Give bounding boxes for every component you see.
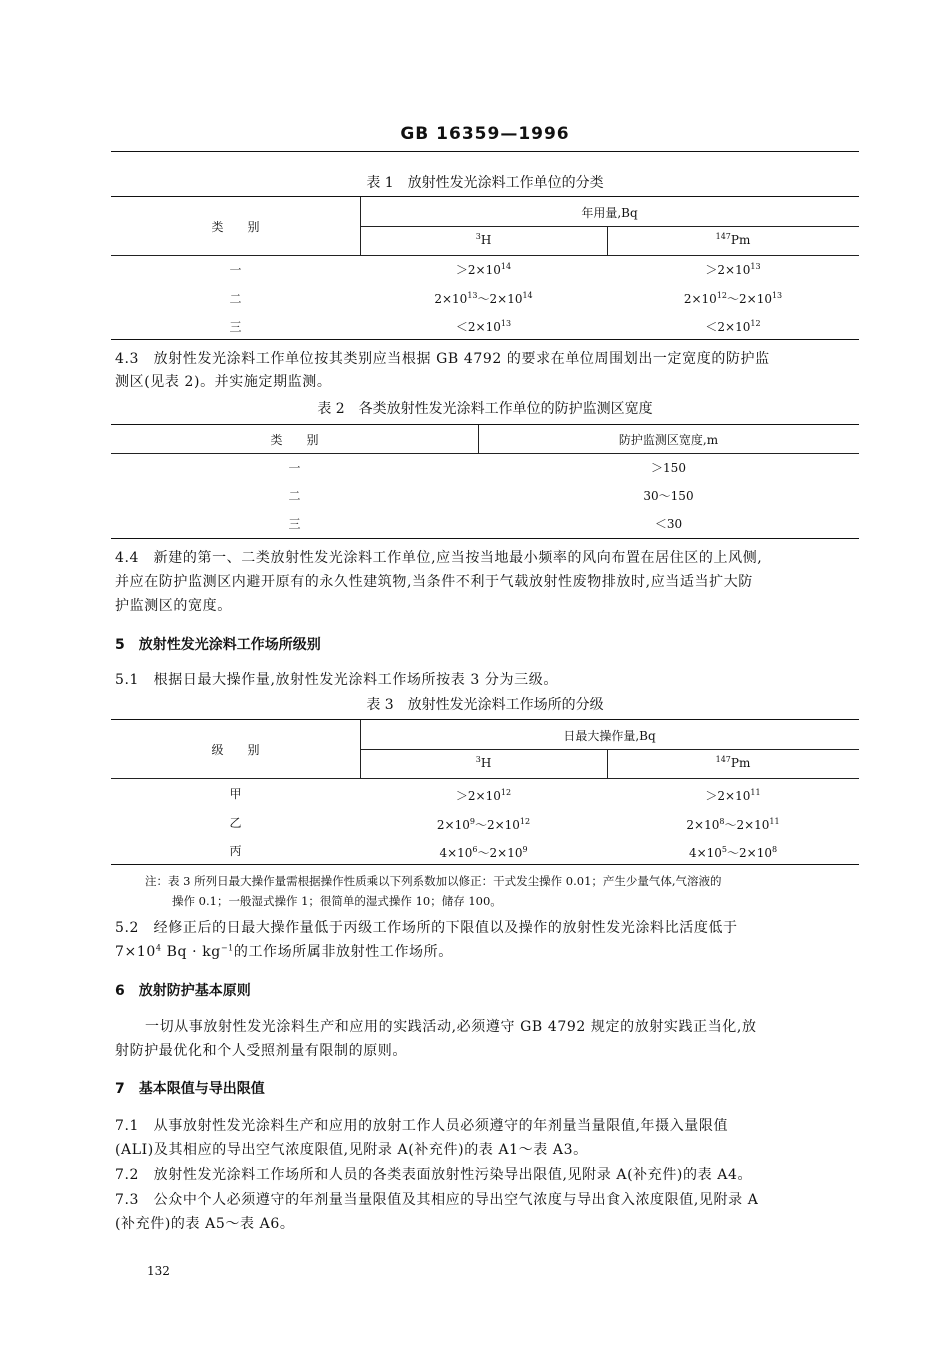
section-5-heading: 5 放射性发光涂料工作场所级别 (115, 637, 321, 653)
table2-row2-width: 30～150 (643, 489, 694, 503)
table3-row3-level: 丙 (229, 844, 242, 858)
section-7-1-line1: 7.1 从事放射性发光涂料生产和应用的放射工作人员必须遵守的年剂量当量限值,年摄入量限值 (115, 1118, 729, 1134)
table3-top-rule (111, 719, 859, 720)
section-7-3-line2: (补充件)的表 A5～表 A6。 (115, 1216, 295, 1232)
table2-row2-category: 二 (288, 489, 301, 503)
table2-header-category: 类 别 (270, 433, 319, 447)
table1-row3-pm: $<2\times 10^{12}$ (705, 319, 761, 334)
table3-note-line1: 注：表 3 所列日最大操作量需根据操作性质乘以下列系数加以修正：干式发尘操作 0.01；产生少量气体,气溶液的 (145, 874, 722, 888)
table2-row3-width: ＜30 (654, 517, 683, 531)
section-5-2-line1: 5.2 经修正后的日最大操作量低于丙级工作场所的下限值以及操作的放射性发光涂料比活度低于 (115, 920, 738, 936)
table3-row2-pm: $2\times 10^8\sim 2\times 10^{11}$ (686, 817, 780, 832)
table1-row3-category: 三 (229, 320, 242, 334)
table1-caption: 表 1 放射性发光涂料工作单位的分类 (366, 175, 604, 191)
table3-row1-level: 甲 (229, 787, 242, 801)
table3-row2-level: 乙 (229, 816, 242, 830)
table2-top-rule (111, 424, 859, 425)
table2-row1-category: 一 (288, 461, 301, 475)
table3-row1-pm: $>2\times 10^{11}$ (705, 788, 761, 803)
section-4-3-line2: 测区(见表 2)。并实施定期监测。 (115, 374, 332, 390)
section-7-heading: 7 基本限值与导出限值 (115, 1081, 265, 1097)
section-6-line1: 一切从事放射性发光涂料生产和应用的实践活动,必须遵守 GB 4792 规定的放射实践正当化,放 (145, 1019, 757, 1035)
table1-row2-h: $2\times 10^{13}\sim 2\times 10^{14}$ (434, 291, 533, 306)
table1-header-category: 类 别 (211, 220, 260, 234)
table1-bottom-rule (111, 339, 859, 340)
table1-row1-h: $>2\times 10^{14}$ (455, 262, 512, 277)
table2-header-rule (111, 453, 859, 454)
table3-caption: 表 3 放射性发光涂料工作场所的分级 (366, 697, 604, 713)
table1-header-annual-usage: 年用量,Bq (581, 206, 638, 220)
table2-row1-width: ＞150 (651, 461, 686, 475)
section-7-3-line1: 7.3 公众中个人必须遵守的年剂量当量限值及其相应的导出空气浓度与导出食入浓度限值,见附录 A (115, 1192, 759, 1208)
table1-row3-h: $<2\times 10^{13}$ (455, 319, 512, 334)
table3-header-h3: $^3$H (475, 755, 492, 770)
standard-code: GB 16359—1996 (400, 124, 570, 144)
table1-header-rule (111, 255, 859, 256)
table2-row3-category: 三 (288, 517, 301, 531)
table2-header-width: 防护监测区宽度,m (618, 433, 719, 447)
table3-subheader-rule (360, 749, 859, 750)
table3-row3-pm: $4\times 10^5\sim 2\times 10^8$ (688, 845, 778, 860)
table3-header-rule (111, 778, 859, 779)
table3-row3-h: $4\times 10^6\sim 2\times 10^9$ (439, 845, 528, 860)
section-4-4-line2: 并应在防护监测区内避开原有的永久性建筑物,当条件不利于气载放射性废物排放时,应当适当扩大防 (115, 574, 753, 590)
page-number: 132 (147, 1264, 170, 1278)
section-6-heading: 6 放射防护基本原则 (115, 983, 251, 999)
table1-subheader-rule (360, 226, 859, 227)
table1-row2-category: 二 (229, 292, 242, 306)
section-4-4-line3: 护监测区的宽度。 (115, 598, 232, 614)
section-7-1-line2: (ALI)及其相应的导出空气浓度限值,见附录 A(补充件)的表 A1～表 A3。 (115, 1142, 588, 1158)
header-rule (111, 151, 859, 152)
table3-header-pm147: $^{147}$Pm (715, 755, 751, 770)
table3-note-line2: 操作 0.1；一般湿式操作 1；很简单的湿式操作 10；储存 100。 (172, 894, 502, 908)
table3-bottom-rule (111, 864, 859, 865)
section-7-2-line1: 7.2 放射性发光涂料工作场所和人员的各类表面放射性污染导出限值,见附录 A(补充件)的表 A4。 (115, 1167, 753, 1183)
table2-bottom-rule (111, 538, 859, 539)
section-5-1-line1: 5.1 根据日最大操作量,放射性发光涂料工作场所按表 3 分为三级。 (115, 672, 558, 688)
table1-header-h3: $^3$H (475, 232, 492, 247)
section-6-line2: 射防护最优化和个人受照剂量有限制的原则。 (115, 1043, 407, 1059)
table1-header-pm147: $^{147}$Pm (715, 232, 751, 247)
table3-header-level: 级 别 (211, 743, 260, 757)
table2-caption: 表 2 各类放射性发光涂料工作单位的防护监测区宽度 (317, 401, 653, 417)
table1-row1-category: 一 (229, 263, 242, 277)
section-4-4-line1: 4.4 新建的第一、二类放射性发光涂料工作单位,应当按当地最小频率的风向布置在居住区的上风侧, (115, 550, 763, 566)
table1-row2-pm: $2\times 10^{12}\sim 2\times 10^{13}$ (683, 291, 783, 306)
table3-row1-h: $>2\times 10^{12}$ (455, 788, 512, 803)
table3-row2-h: $2\times 10^9\sim 2\times 10^{12}$ (436, 817, 531, 832)
table1-row1-pm: $>2\times 10^{13}$ (705, 262, 761, 277)
table3-header-daily-max: 日最大操作量,Bq (563, 729, 656, 743)
section-4-3-line1: 4.3 放射性发光涂料工作单位按其类别应当根据 GB 4792 的要求在单位周围划出一定宽度的防护监 (115, 351, 770, 367)
table1-top-rule (111, 196, 859, 197)
section-5-2-line2: $7\times 10^4$ $Bq \cdot kg^{-1}$的工作场所属非放射性工作场所。 (115, 943, 453, 960)
